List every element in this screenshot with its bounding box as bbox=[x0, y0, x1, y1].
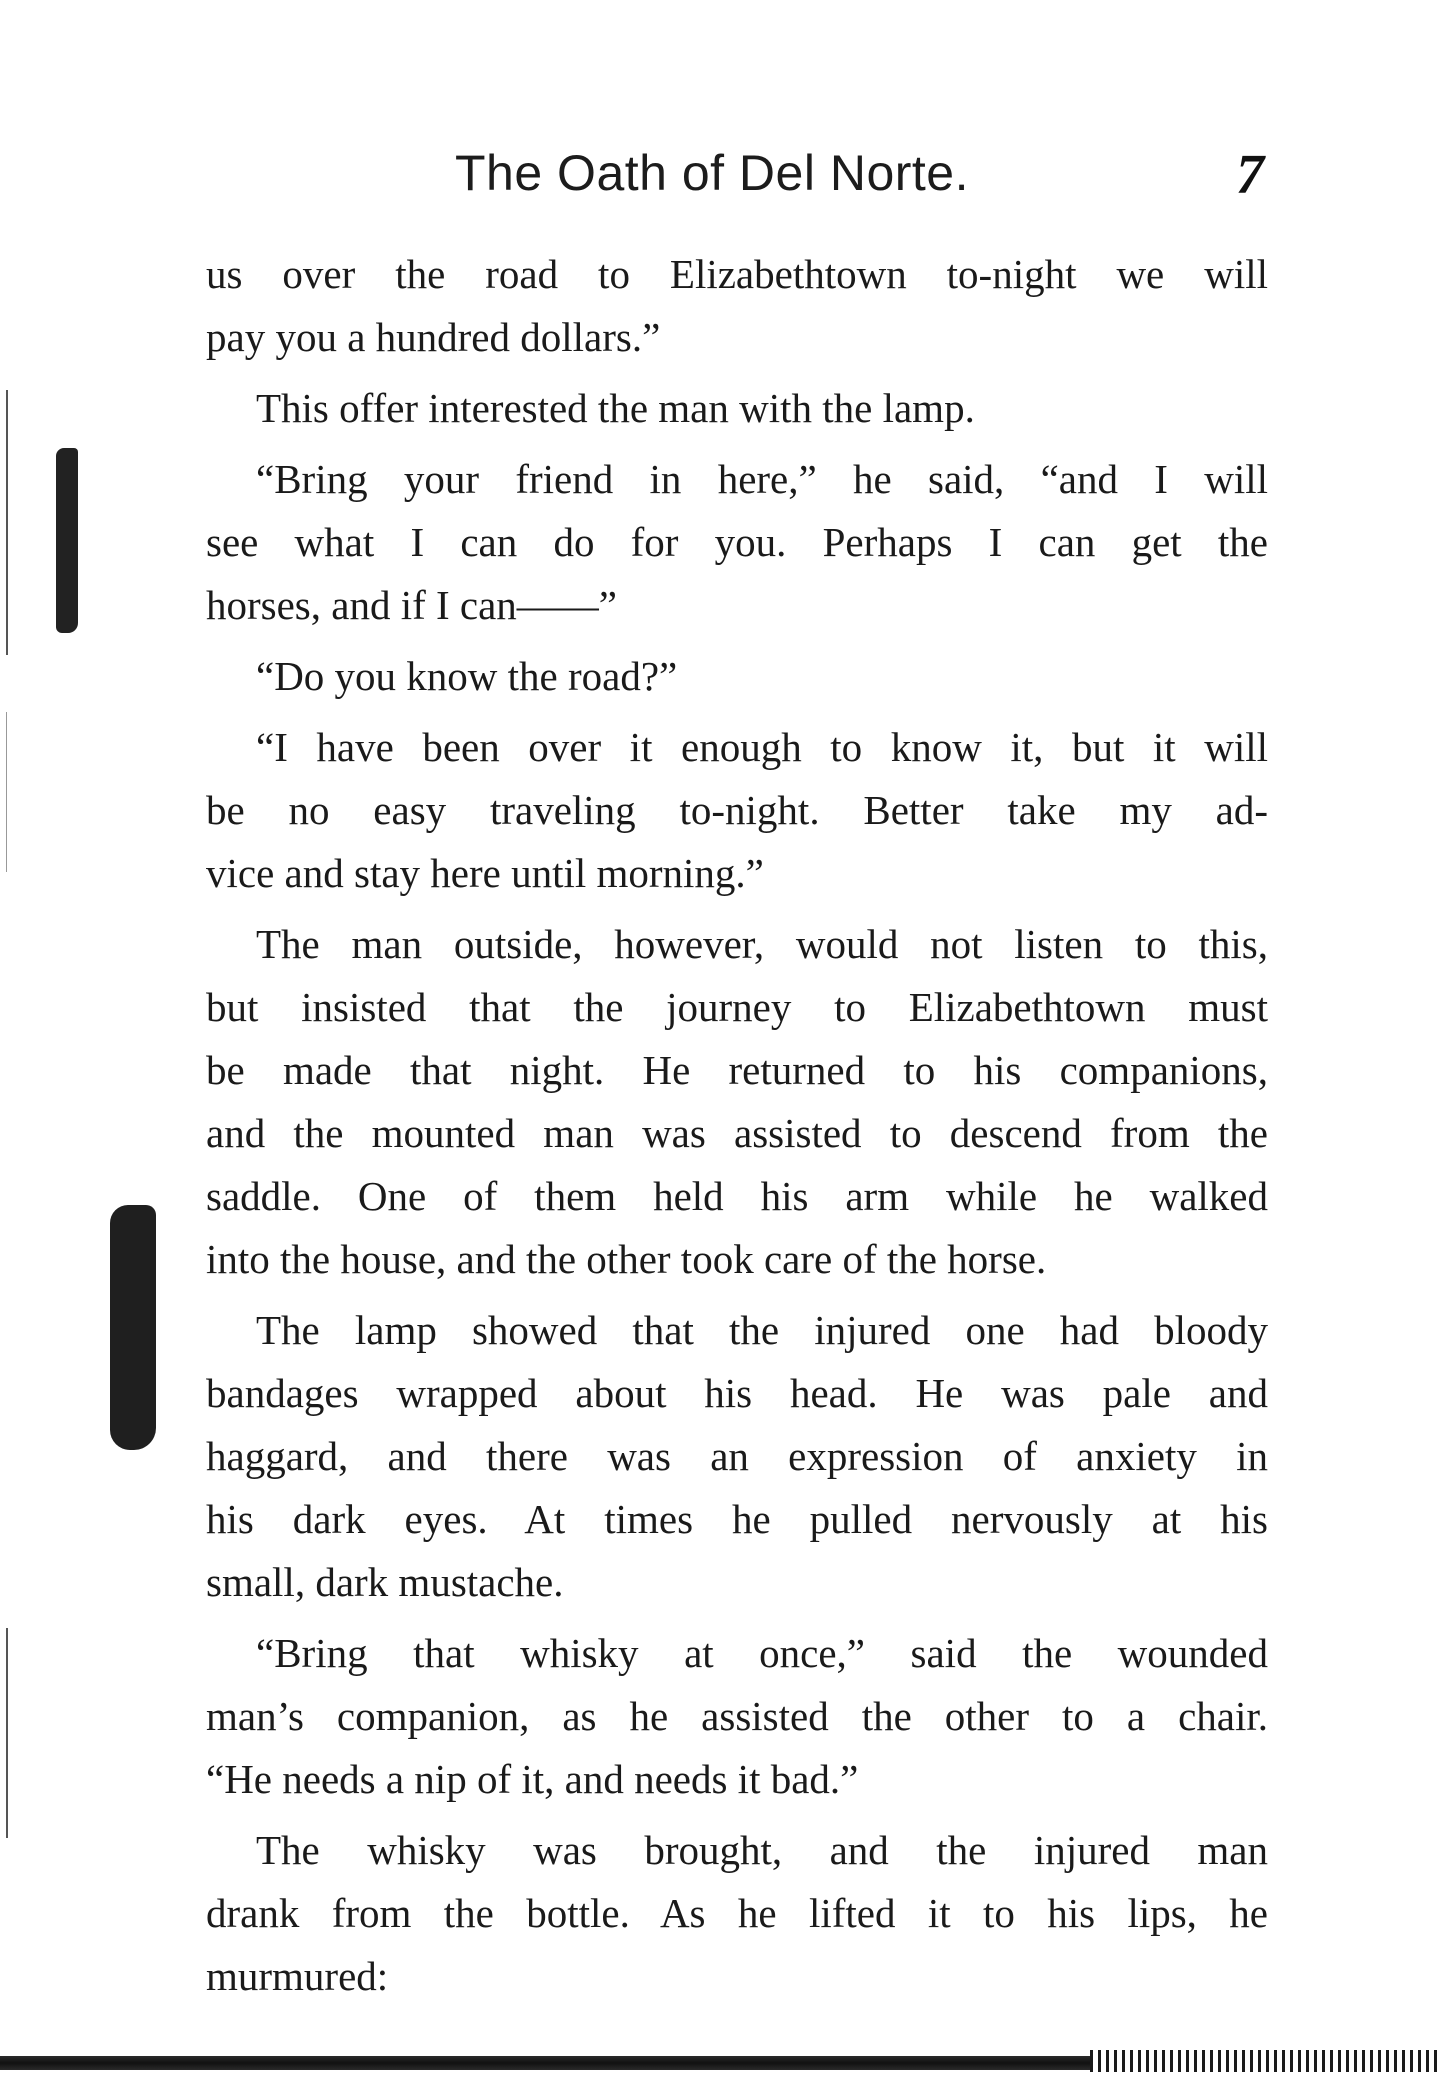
scan-edge-line bbox=[6, 712, 7, 872]
body-text bbox=[206, 243, 1268, 2016]
text-line: vice and stay here until morning.” bbox=[206, 850, 764, 896]
text-line: small, dark mustache. bbox=[206, 1559, 564, 1605]
paragraph bbox=[206, 645, 1268, 708]
text-line: The lamp showed that the injured one had bloody bbox=[256, 1307, 1268, 1353]
running-title: The Oath of Del Norte. bbox=[455, 145, 970, 201]
text-line: “He needs a nip of it, and needs it bad.” bbox=[206, 1756, 859, 1802]
paragraph bbox=[206, 716, 1268, 905]
text-line: and the mounted man was assisted to descend from the bbox=[206, 1110, 1268, 1156]
text-line: The man outside, however, would not listen to this, bbox=[256, 921, 1268, 967]
paragraph bbox=[206, 448, 1268, 637]
running-head bbox=[0, 138, 1442, 208]
paragraph bbox=[206, 243, 1268, 369]
page-number: 7 bbox=[1236, 144, 1264, 206]
text-line: into the house, and the other took care of the horse. bbox=[206, 1236, 1047, 1282]
text-line: see what I can do for you. Perhaps I can get the bbox=[206, 519, 1268, 565]
text-line: murmured: bbox=[206, 1953, 389, 1999]
text-line: drank from the bottle. As he lifted it to his lips, he bbox=[206, 1890, 1268, 1936]
paragraph bbox=[206, 377, 1268, 440]
scan-edge-line bbox=[6, 390, 8, 655]
text-line: “Bring your friend in here,” he said, “and I will bbox=[256, 456, 1268, 502]
text-line: “Do you know the road?” bbox=[256, 653, 678, 699]
text-line: The whisky was brought, and the injured man bbox=[256, 1827, 1268, 1873]
scan-margin-smudge bbox=[56, 448, 78, 633]
bottom-rule-ornament bbox=[1090, 2050, 1442, 2072]
text-line: horses, and if I can——” bbox=[206, 582, 618, 628]
paragraph bbox=[206, 1622, 1268, 1811]
text-line: be no easy traveling to-night. Better take my ad- bbox=[206, 787, 1268, 833]
text-line: his dark eyes. At times he pulled nervously at his bbox=[206, 1496, 1268, 1542]
text-line: be made that night. He returned to his companions, bbox=[206, 1047, 1268, 1093]
paragraph bbox=[206, 1299, 1268, 1614]
text-line: man’s companion, as he assisted the other to a chair. bbox=[206, 1693, 1268, 1739]
paragraph bbox=[206, 913, 1268, 1291]
text-line: haggard, and there was an expression of anxiety in bbox=[206, 1433, 1268, 1479]
text-line: “I have been over it enough to know it, but it will bbox=[256, 724, 1268, 770]
text-line: saddle. One of them held his arm while he walked bbox=[206, 1173, 1268, 1219]
paragraph bbox=[206, 1819, 1268, 2008]
text-line: This offer interested the man with the lamp. bbox=[256, 385, 975, 431]
text-line: but insisted that the journey to Elizabethtown must bbox=[206, 984, 1268, 1030]
text-line: bandages wrapped about his head. He was pale and bbox=[206, 1370, 1268, 1416]
scan-margin-smudge bbox=[110, 1205, 156, 1450]
text-line: “Bring that whisky at once,” said the wounded bbox=[256, 1630, 1268, 1676]
scan-edge-line bbox=[6, 1628, 8, 1838]
text-line: pay you a hundred dollars.” bbox=[206, 314, 661, 360]
text-line: us over the road to Elizabethtown to-night we will bbox=[206, 251, 1268, 297]
